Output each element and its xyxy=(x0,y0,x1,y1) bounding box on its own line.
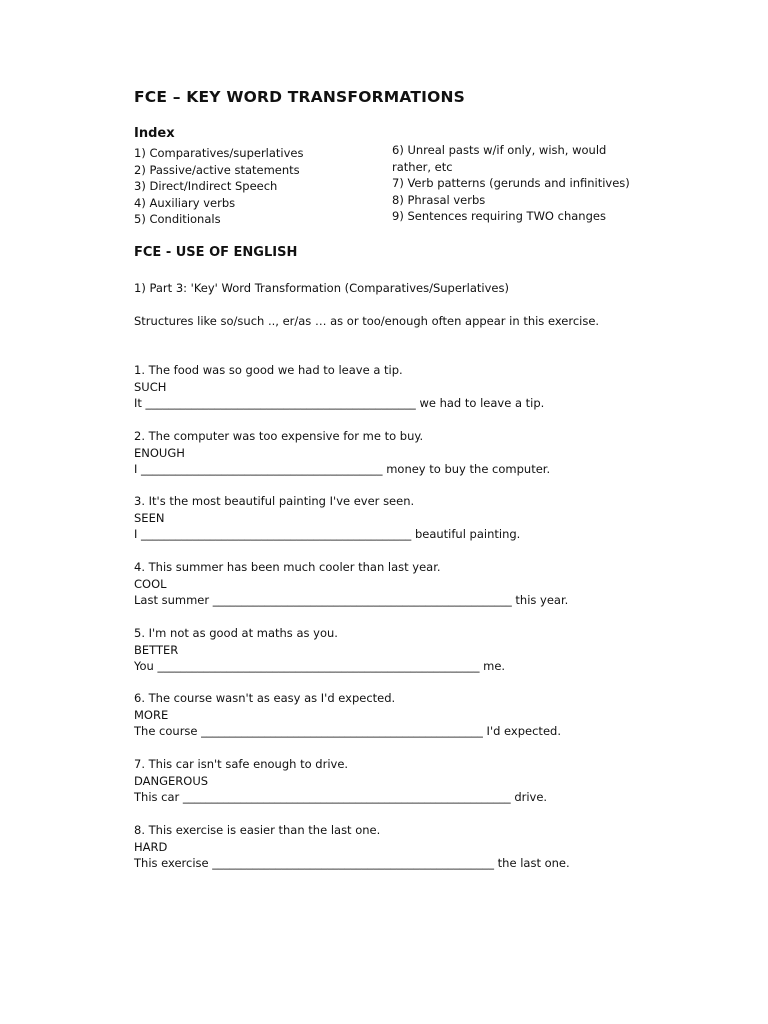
exercise-prompt: 6. The course wasn't as easy as I'd expected. xyxy=(134,691,396,705)
index-item: 6) Unreal pasts w/if only, wish, would xyxy=(392,143,607,157)
index-item: 4) Auxiliary verbs xyxy=(134,195,236,210)
index-item: 3) Direct/Indirect Speech xyxy=(134,179,278,193)
exercise-answer-line: Last summer ____________________________________________________ this year. xyxy=(134,593,569,607)
exercise-item xyxy=(134,559,568,609)
exercise-keyword: HARD xyxy=(134,839,168,854)
index-item: 9) Sentences requiring TWO changes xyxy=(392,209,606,223)
index-item: 8) Phrasal verbs xyxy=(392,192,486,207)
exercise-item xyxy=(134,493,520,543)
exercise-item xyxy=(134,756,547,806)
exercise-answer-line: I __________________________________________ money to buy the computer. xyxy=(134,462,551,476)
exercise-item xyxy=(134,690,561,740)
exercise-prompt: 4. This summer has been much cooler than last year. xyxy=(134,560,441,574)
exercise-item xyxy=(134,822,570,872)
intro-text: Structures like so/such .., er/as … as or too/enough often appear in this exercise. xyxy=(134,314,600,328)
index-item: 5) Conditionals xyxy=(134,212,221,226)
exercise-keyword: SEEN xyxy=(134,510,165,525)
page-title: FCE – KEY WORD TRANSFORMATIONS xyxy=(134,88,465,106)
part-title: 1) Part 3: 'Key' Word Transformation (Comparatives/Superlatives) xyxy=(134,281,509,295)
exercise-keyword: MORE xyxy=(134,707,169,722)
index-right-column xyxy=(392,142,630,225)
exercise-prompt: 8. This exercise is easier than the last one. xyxy=(134,823,381,837)
exercise-prompt: 7. This car isn't safe enough to drive. xyxy=(134,757,349,771)
section-heading: FCE - USE OF ENGLISH xyxy=(134,245,298,260)
exercise-answer-line: I _______________________________________________ beautiful painting. xyxy=(134,527,521,541)
exercise-item xyxy=(134,428,550,478)
index-heading: Index xyxy=(134,126,175,141)
index-item: 7) Verb patterns (gerunds and infinitives) xyxy=(392,176,630,190)
exercise-answer-line: It _______________________________________________ we had to leave a tip. xyxy=(134,396,545,410)
index-item: 1) Comparatives/superlatives xyxy=(134,146,304,160)
exercise-item xyxy=(134,625,505,675)
exercise-keyword: SUCH xyxy=(134,379,167,394)
exercise-keyword: BETTER xyxy=(134,642,179,657)
exercise-keyword: ENOUGH xyxy=(134,445,185,460)
index-item: 2) Passive/active statements xyxy=(134,162,300,177)
exercise-prompt: 3. It's the most beautiful painting I've ever seen. xyxy=(134,494,415,508)
exercise-prompt: 1. The food was so good we had to leave a tip. xyxy=(134,363,403,377)
index-left-column xyxy=(134,145,304,228)
exercise-item xyxy=(134,362,544,412)
exercise-answer-line: This car _________________________________________________________ drive. xyxy=(134,790,548,804)
exercise-prompt: 5. I'm not as good at maths as you. xyxy=(134,626,338,640)
exercise-answer-line: You ________________________________________________________ me. xyxy=(134,659,506,673)
exercise-answer-line: The course _________________________________________________ I'd expected. xyxy=(134,724,561,738)
exercise-keyword: DANGEROUS xyxy=(134,773,209,788)
exercise-answer-line: This exercise _________________________________________________ the last one. xyxy=(134,856,570,870)
index-item: rather, etc xyxy=(392,159,453,174)
exercise-keyword: COOL xyxy=(134,576,167,591)
exercise-prompt: 2. The computer was too expensive for me to buy. xyxy=(134,429,424,443)
